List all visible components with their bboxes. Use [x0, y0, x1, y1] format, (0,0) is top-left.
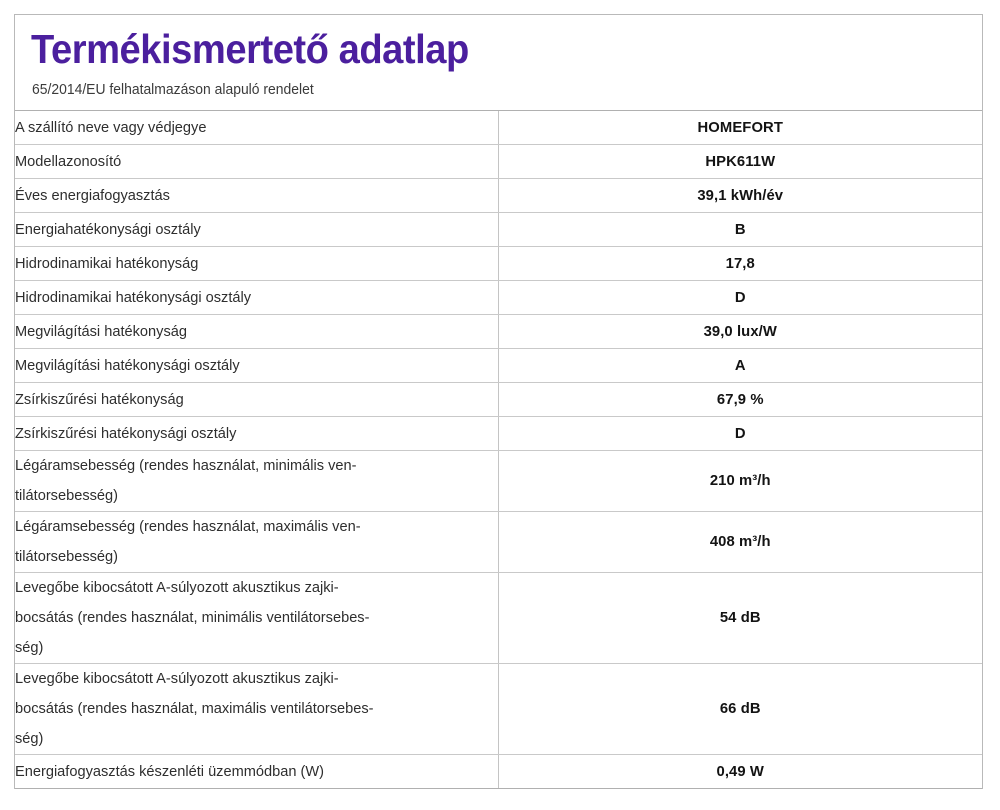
- spec-value-cell: 39,1 kWh/év: [498, 179, 982, 213]
- spec-label-cell: [15, 145, 498, 179]
- spec-value-cell: 66 dB: [498, 664, 982, 755]
- table-row: [15, 111, 982, 145]
- spec-label-cell: [15, 179, 498, 213]
- spec-label-line: bocsátás (rendes használat, minimális ventilátorsebes-: [15, 610, 370, 626]
- spec-label-cell: [15, 512, 498, 573]
- table-row: [15, 664, 982, 755]
- spec-label-cell: [15, 349, 498, 383]
- table-row: [15, 349, 982, 383]
- spec-label-line: Zsírkiszűrési hatékonyság: [15, 391, 184, 408]
- spec-label-line: Levegőbe kibocsátott A-súlyozott akusztikus zajki-: [15, 580, 339, 596]
- spec-label-line: Zsírkiszűrési hatékonysági osztály: [15, 425, 237, 442]
- spec-label-cell: [15, 664, 498, 755]
- spec-value-cell: 67,9 %: [498, 383, 982, 417]
- regulation-subtitle: 65/2014/EU felhatalmazáson alapuló rendelet: [32, 82, 314, 98]
- spec-label-line: Éves energiafogyasztás: [15, 187, 170, 204]
- spec-value-cell: 17,8: [498, 247, 982, 281]
- spec-label-line: tilátorsebesség): [15, 549, 119, 565]
- spec-label-line: Hidrodinamikai hatékonyság: [15, 255, 199, 272]
- spec-label-line: Légáramsebesség (rendes használat, maximális ven-: [15, 519, 361, 535]
- specification-table-body: [15, 111, 982, 789]
- spec-value-cell: 408 m³/h: [498, 512, 982, 573]
- spec-label-line: Megvilágítási hatékonyság: [15, 323, 187, 340]
- table-row: [15, 247, 982, 281]
- spec-value-cell: D: [498, 281, 982, 315]
- specification-table: [15, 111, 982, 789]
- spec-value-cell: 0,49 W: [498, 755, 982, 789]
- table-row: [15, 145, 982, 179]
- spec-value-cell: 54 dB: [498, 573, 982, 664]
- table-row: [15, 281, 982, 315]
- spec-label-line: Hidrodinamikai hatékonysági osztály: [15, 289, 252, 306]
- spec-label-line: bocsátás (rendes használat, maximális ventilátorsebes-: [15, 701, 374, 717]
- spec-label-cell: [15, 755, 498, 789]
- spec-label-cell: [15, 281, 498, 315]
- spec-label-cell: [15, 417, 498, 451]
- document-header: [15, 15, 982, 111]
- spec-label-cell: [15, 451, 498, 512]
- spec-label-line: ség): [15, 731, 44, 747]
- table-row: [15, 315, 982, 349]
- spec-label-line: Légáramsebesség (rendes használat, minimális ven-: [15, 458, 357, 474]
- table-row: [15, 417, 982, 451]
- table-row: [15, 512, 982, 573]
- spec-label-line: Megvilágítási hatékonysági osztály: [15, 357, 240, 374]
- table-row: [15, 755, 982, 789]
- spec-label-cell: [15, 573, 498, 664]
- table-row: [15, 213, 982, 247]
- spec-label-cell: [15, 213, 498, 247]
- spec-value-cell: HOMEFORT: [498, 111, 982, 145]
- spec-value-cell: A: [498, 349, 982, 383]
- spec-value-cell: B: [498, 213, 982, 247]
- spec-value-cell: 210 m³/h: [498, 451, 982, 512]
- spec-value-cell: HPK611W: [498, 145, 982, 179]
- table-row: [15, 179, 982, 213]
- spec-value-cell: D: [498, 417, 982, 451]
- spec-label-line: Levegőbe kibocsátott A-súlyozott akusztikus zajki-: [15, 671, 339, 687]
- spec-label-line: Energiahatékonysági osztály: [15, 221, 201, 238]
- spec-label-cell: [15, 247, 498, 281]
- table-row: [15, 451, 982, 512]
- spec-label-line: Energiafogyasztás készenléti üzemmódban (W): [15, 763, 325, 780]
- page-title: Termékismertető adatlap: [31, 26, 469, 72]
- table-row: [15, 573, 982, 664]
- table-row: [15, 383, 982, 417]
- spec-label-line: Modellazonosító: [15, 153, 122, 170]
- spec-label-line: A szállító neve vagy védjegye: [15, 119, 207, 136]
- spec-label-cell: [15, 315, 498, 349]
- spec-label-cell: [15, 111, 498, 145]
- spec-label-line: ség): [15, 640, 44, 656]
- spec-label-line: tilátorsebesség): [15, 488, 119, 504]
- spec-value-cell: 39,0 lux/W: [498, 315, 982, 349]
- spec-label-cell: [15, 383, 498, 417]
- product-fiche-sheet: [14, 14, 983, 789]
